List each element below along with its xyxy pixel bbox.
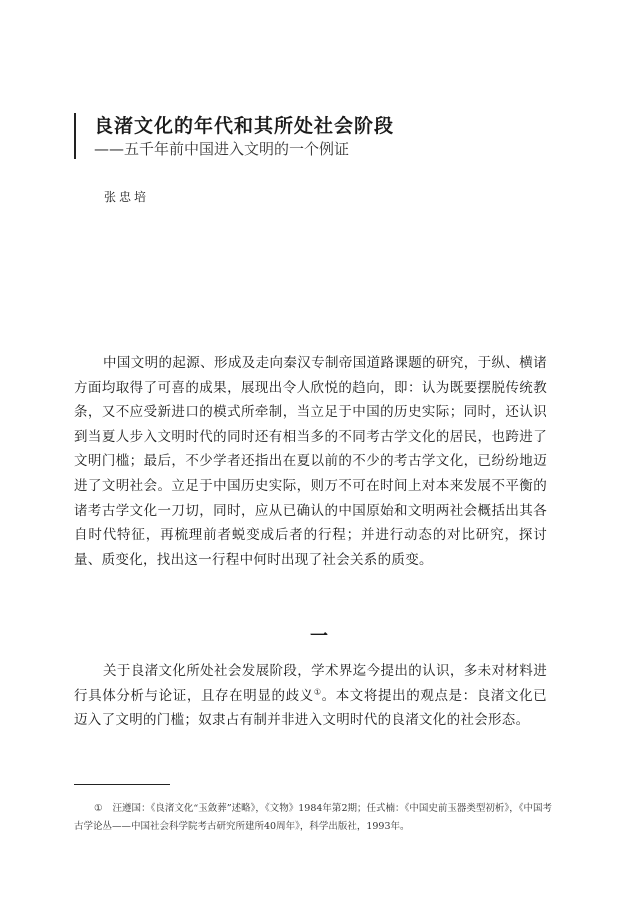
footnote-divider <box>74 784 170 785</box>
section-paragraph <box>74 659 547 733</box>
section-heading: 一 <box>310 626 328 647</box>
section-paragraph-part-2: 。本文将提出的观点是：良渚文化已迈入了文明的门槛；奴隶占有制并非进入文明时代的良渚文化的社会形态。 <box>74 687 547 729</box>
article-title: 良渚文化的年代和其所处社会阶段 <box>94 115 395 137</box>
footnote-text: 汪遵国：《良渚文化“玉敛葬”述略》，《文物》1984年第2期；任式楠：《中国史前玉器类型初析》，《中国考古学论丛——中国社会科学院考古研究所建所40周年》，科学出版社，1993年。 <box>74 803 552 832</box>
footnote-reference[interactable]: ① <box>313 687 322 697</box>
article-subtitle: ——五千年前中国进入文明的一个例证 <box>94 140 350 158</box>
title-block <box>74 113 394 159</box>
author-name: 张忠培 <box>104 190 150 204</box>
footnote <box>74 800 552 836</box>
section-paragraph-part-1: 关于良渚文化所处社会发展阶段，学术界迄今提出的认识，多未对材料进行具体分析与论证，且存在明显的歧义 <box>74 663 547 704</box>
intro-paragraph: 中国文明的起源、形成及走向秦汉专制帝国道路课题的研究，于纵、横诸方面均取得了可喜的成果，展现出令人欣悦的趋向，即：认为既要摆脱传统教条，又不应受新进口的模式所牵制，当立足于中国的历史实际；同时，还认识到当夏人步入文明时代的同时还有相当多的不同考古学文化的居民，也跨进了文明门槛；最后，不少学者还指出在夏以前的不少的考古学文化，已纷纷地迈进了文明社会。立足于中国历史实际，则万不可在时间上对本来发展不平衡的诸考古学文化一刀切，同时，应从已确认的中国原始和文明两社会概括出其各自时代特征，再梳理前者蜕变成后者的行程；并进行动态的对比研究，探讨量、质变化，找出这一行程中何时出现了社会关系的质变。 <box>74 355 547 568</box>
footnote-marker: ① <box>94 803 103 814</box>
